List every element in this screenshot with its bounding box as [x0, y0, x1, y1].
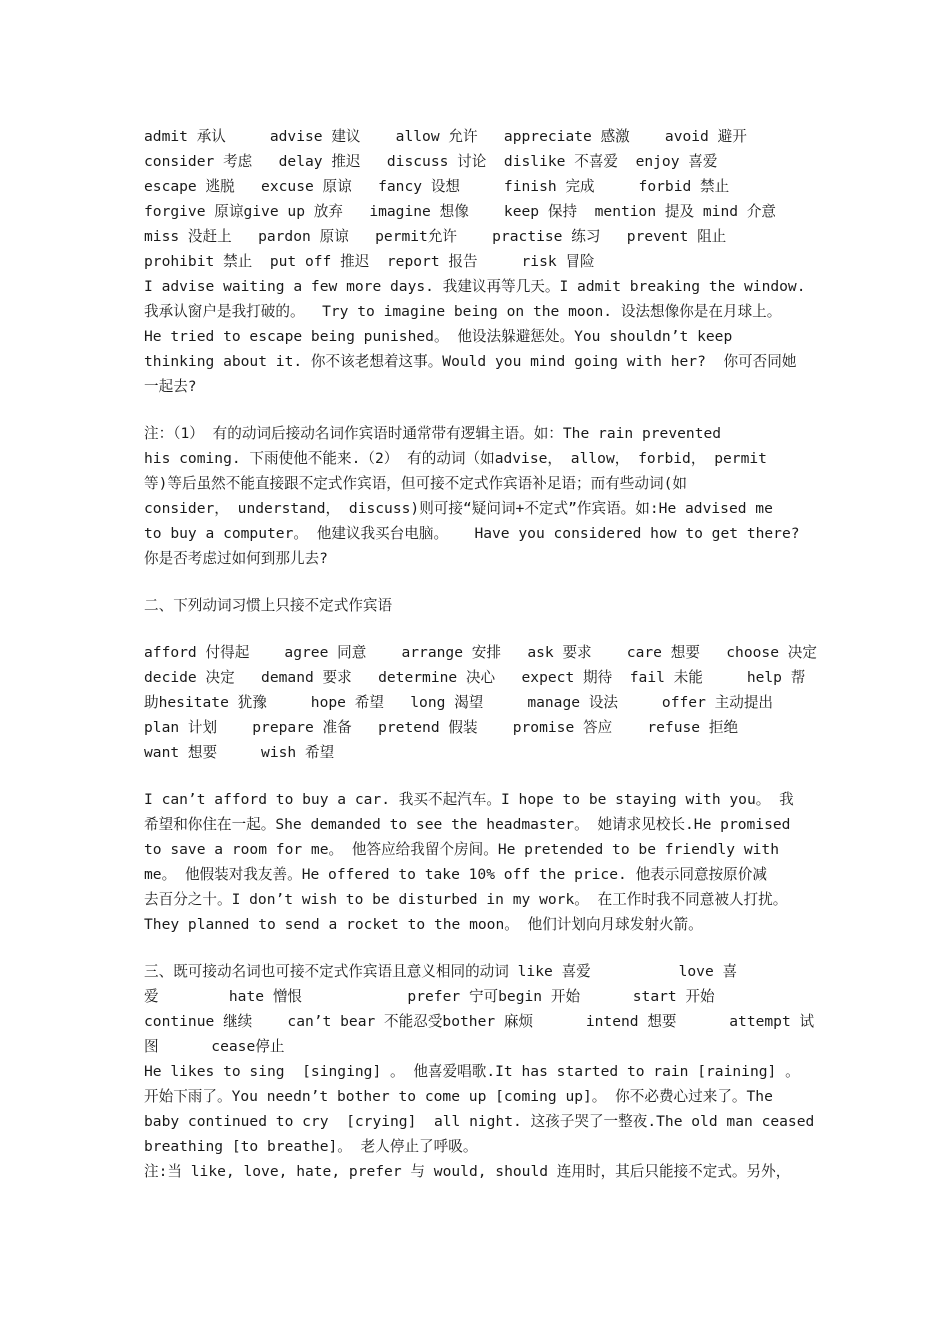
text-line: 开始下雨了。You needn’t bother to come up [coming up]。 你不必费心过来了。The — [144, 1088, 773, 1105]
paragraph-spacer — [144, 399, 824, 421]
text-line: They planned to send a rocket to the moon。 他们计划向月球发射火箭。 — [144, 916, 703, 933]
text-line: escape 逃脱 excuse 原谅 fancy 设想 finish 完成 forbid 禁止 — [144, 178, 730, 195]
text-line: 一起去? — [144, 378, 197, 395]
paragraph-spacer — [144, 618, 824, 640]
text-line: continue 继续 can’t bear 不能忍受bother 麻烦 intend 想要 attempt 试 — [144, 1013, 815, 1030]
document-page — [144, 124, 824, 1184]
text-line: 图 cease停止 — [144, 1038, 285, 1055]
text-line: He likes to sing [singing] 。 他喜爱唱歌.It has started to rain [raining] 。 — [144, 1063, 800, 1080]
text-line: 爱 hate 憎恨 prefer 宁可begin 开始 start 开始 — [144, 988, 715, 1005]
text-line: want 想要 wish 希望 — [144, 744, 335, 761]
text-line: consider 考虑 delay 推迟 discuss 讨论 dislike 不喜爱 enjoy 喜爱 — [144, 153, 718, 170]
text-line: decide 决定 demand 要求 determine 决心 expect 期待 fail 未能 help 帮 — [144, 669, 806, 686]
text-line: 注：（1） 有的动词后接动名词作宾语时通常带有逻辑主语。如：The rain prevented — [144, 425, 722, 442]
text-line: He tried to escape being punished。 他设法躲避惩处。You shouldn’t keep — [144, 328, 733, 345]
text-line: to save a room for me。 他答应给我留个房间。He pretended to be friendly with — [144, 841, 779, 858]
text-line: to buy a computer。 他建议我买台电脑。 Have you considered how to get there? — [144, 525, 800, 542]
paragraph-spacer — [144, 765, 824, 787]
text-line: breathing [to breathe]。 老人停止了呼吸。 — [144, 1138, 478, 1155]
text-line: 等)等后虽然不能直接跟不定式作宾语，但可接不定式作宾语补足语；而有些动词(如 — [144, 475, 687, 492]
text-line: afford 付得起 agree 同意 arrange 安排 ask 要求 care 想要 choose 决定 — [144, 644, 817, 661]
text-line: I can’t afford to buy a car. 我买不起汽车。I hope to be staying with you。 我 — [144, 791, 794, 808]
text-line: his coming. 下雨使他不能来.（2） 有的动词（如advise， allow， forbid， permit — [144, 450, 767, 467]
text-line: I advise waiting a few more days. 我建议再等几天。I admit breaking the window. — [144, 278, 806, 295]
text-line: baby continued to cry [crying] all night. 这孩子哭了一整夜.The old man ceased — [144, 1113, 815, 1130]
text-line: me。 他假装对我友善。He offered to take 10% off the price. 他表示同意按原价减 — [144, 866, 767, 883]
text-line: plan 计划 prepare 准备 pretend 假装 promise 答应 refuse 拒绝 — [144, 719, 739, 736]
text-line: 注:当 like, love, hate, prefer 与 would, should 连用时，其后只能接不定式。另外， — [144, 1163, 791, 1180]
paragraph-spacer — [144, 571, 824, 593]
text-line: 去百分之十。I don’t wish to be disturbed in my work。 在工作时我不同意被人打扰。 — [144, 891, 788, 908]
text-line: 我承认窗户是我打破的。 Try to imagine being on the moon. 设法想像你是在月球上。 — [144, 303, 782, 320]
text-line: 你是否考虑过如何到那儿去? — [144, 550, 328, 567]
text-line: 助hesitate 犹豫 hope 希望 long 渴望 manage 设法 offer 主动提出 — [144, 694, 774, 711]
text-line: 三、既可接动名词也可接不定式作宾语且意义相同的动词 like 喜爱 love 喜 — [144, 963, 738, 980]
text-line: consider， understand， discuss)则可接“疑问词+不定式”作宾语。如:He advised me — [144, 500, 773, 517]
text-line: 二、下列动词习惯上只接不定式作宾语 — [144, 597, 393, 614]
text-line: thinking about it. 你不该老想着这事。Would you mind going with her? 你可否同她 — [144, 353, 797, 370]
paragraph-spacer — [144, 937, 824, 959]
text-line: admit 承认 advise 建议 allow 允许 appreciate 感激 avoid 避开 — [144, 128, 747, 145]
text-line: 希望和你住在一起。She demanded to see the headmaster。 她请求见校长.He promised — [144, 816, 791, 833]
text-line: miss 没赶上 pardon 原谅 permit允许 practise 练习 prevent 阻止 — [144, 228, 727, 245]
text-line: prohibit 禁止 put off 推迟 report 报告 risk 冒险 — [144, 253, 595, 270]
text-line: forgive 原谅give up 放弃 imagine 想像 keep 保持 mention 提及 mind 介意 — [144, 203, 777, 220]
